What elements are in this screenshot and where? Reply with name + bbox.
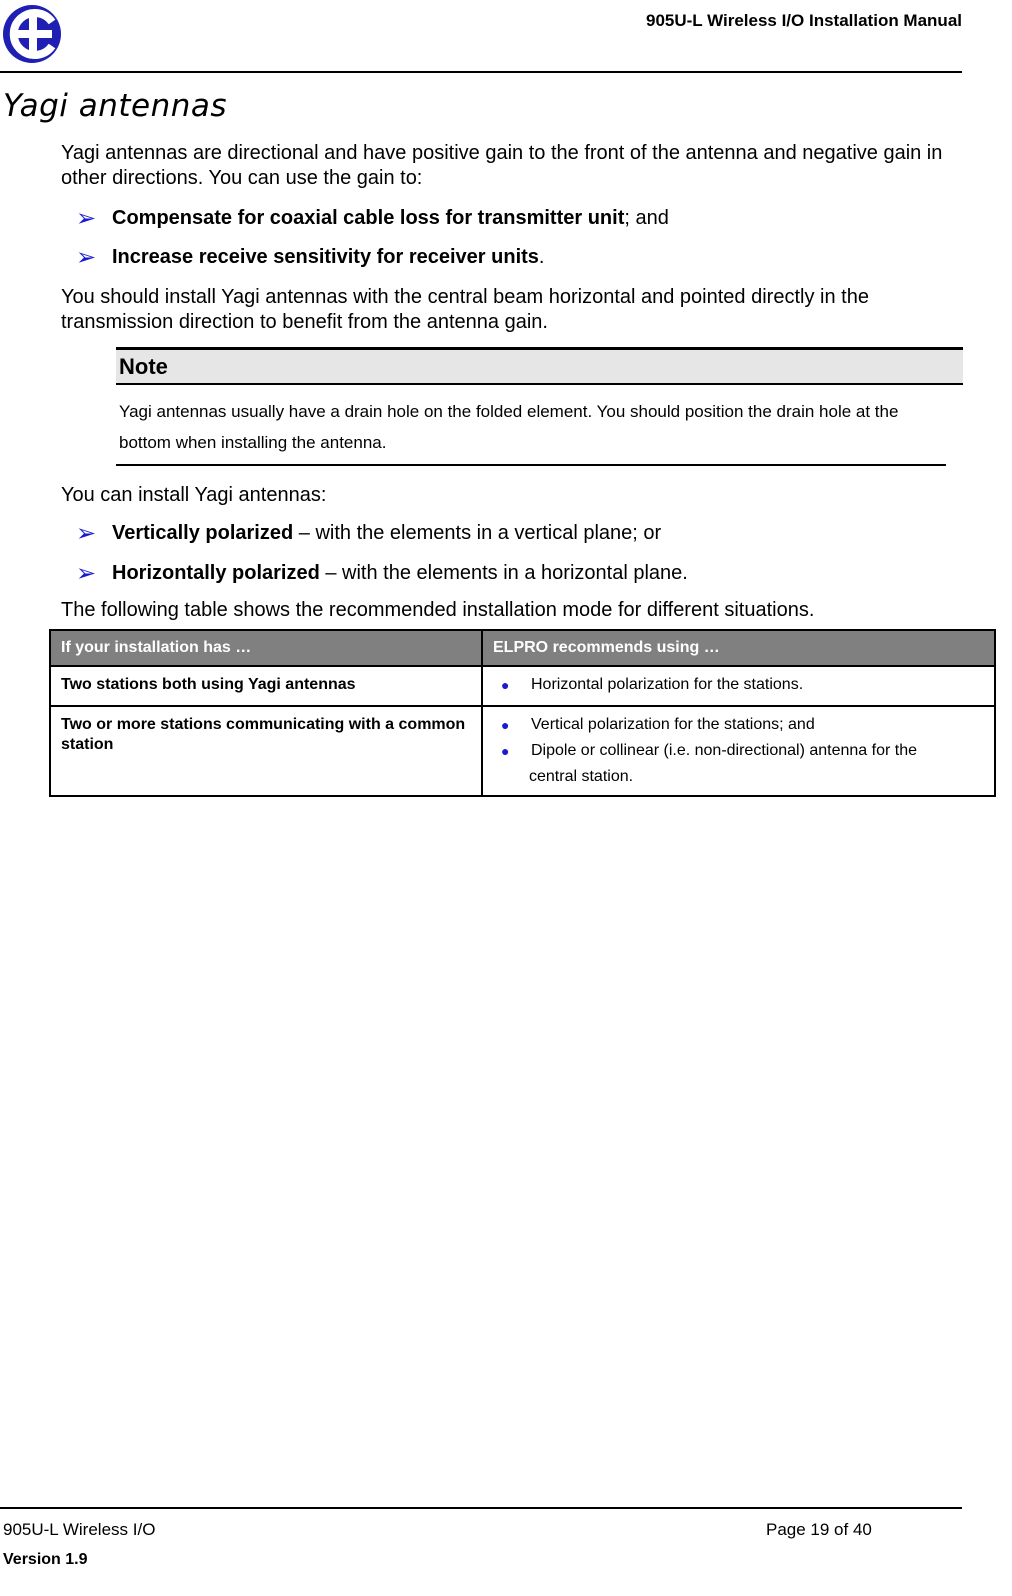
bullet-dot-icon: ● [501,743,510,759]
company-logo [2,0,62,68]
bullet-dot-icon: ● [501,717,510,733]
install-paragraph: You should install Yagi antennas with the central beam horizontal and pointed directly in the transmission direction to benefit from the antenna gain. [61,286,869,333]
recommendation-item [493,712,984,738]
note-heading: Note [119,354,168,379]
header-title: 905U-L Wireless I/O Installation Manual [645,11,962,30]
polarization-item [76,561,688,586]
table-intro: The following table shows the recommended installation mode for different situations. [61,599,815,621]
note-text: Yagi antennas usually have a drain hole on the folded element. You should position the drain hole at the bottom when installing the antenna. [119,402,899,452]
gain-use-bold: Increase receive sensitivity for receiver units [112,246,539,268]
arrow-bullet-icon: ➢ [76,559,97,587]
recommendation-item [493,738,984,764]
table-header-cell: ELPRO recommends using … [482,630,995,666]
recommendation-continuation-text: central station. [529,768,634,785]
polarization-item [76,521,661,546]
polarization-intro: You can install Yagi antennas: [61,484,327,506]
gain-use-bold: Compensate for coaxial cable loss for transmitter unit [112,207,625,229]
gain-use-item [76,206,669,231]
table-row [50,666,995,706]
footer-version: Version 1.9 [3,1551,88,1568]
footer-product: 905U-L Wireless I/O [3,1520,156,1539]
gain-use-rest: ; and [624,207,669,229]
header-divider [0,71,962,73]
polarization-rest: – with the elements in a horizontal plane. [319,562,688,584]
gain-use-item [76,245,544,270]
recommendation-cell [482,666,995,706]
condition-cell: Two stations both using Yagi antennas [50,666,482,706]
section-title: Yagi antennas [3,88,228,124]
table-header-cell: If your installation has … [50,630,482,666]
condition-cell: Two or more stations communicating with a common station [50,706,482,796]
note-divider [116,464,946,466]
recommendation-cell [482,706,995,796]
recommendation-text: Horizontal polarization for the stations. [531,676,804,693]
polarization-bold: Vertically polarized [112,522,294,544]
recommendation-text: Vertical polarization for the stations; and [531,716,815,733]
polarization-bold: Horizontally polarized [112,562,320,584]
recommendation-table [49,629,996,797]
recommendation-continuation [493,764,984,790]
polarization-rest: – with the elements in a vertical plane; or [293,522,662,544]
table-row [50,706,995,796]
note-heading-bar [116,347,963,385]
recommendation-item [493,672,984,698]
bullet-dot-icon: ● [501,677,510,693]
recommendation-text: Dipole or collinear (i.e. non-directional) antenna for the [531,742,917,759]
footer-page-number: Page 19 of 40 [766,1520,872,1539]
footer-divider [0,1507,962,1509]
arrow-bullet-icon: ➢ [76,519,97,547]
arrow-bullet-icon: ➢ [76,243,97,271]
table-header-row [50,630,995,666]
gain-use-rest: . [538,246,545,268]
arrow-bullet-icon: ➢ [76,204,97,232]
intro-paragraph: Yagi antennas are directional and have positive gain to the front of the antenna and negative gain in other directions. You can use the gain to: [61,142,943,189]
